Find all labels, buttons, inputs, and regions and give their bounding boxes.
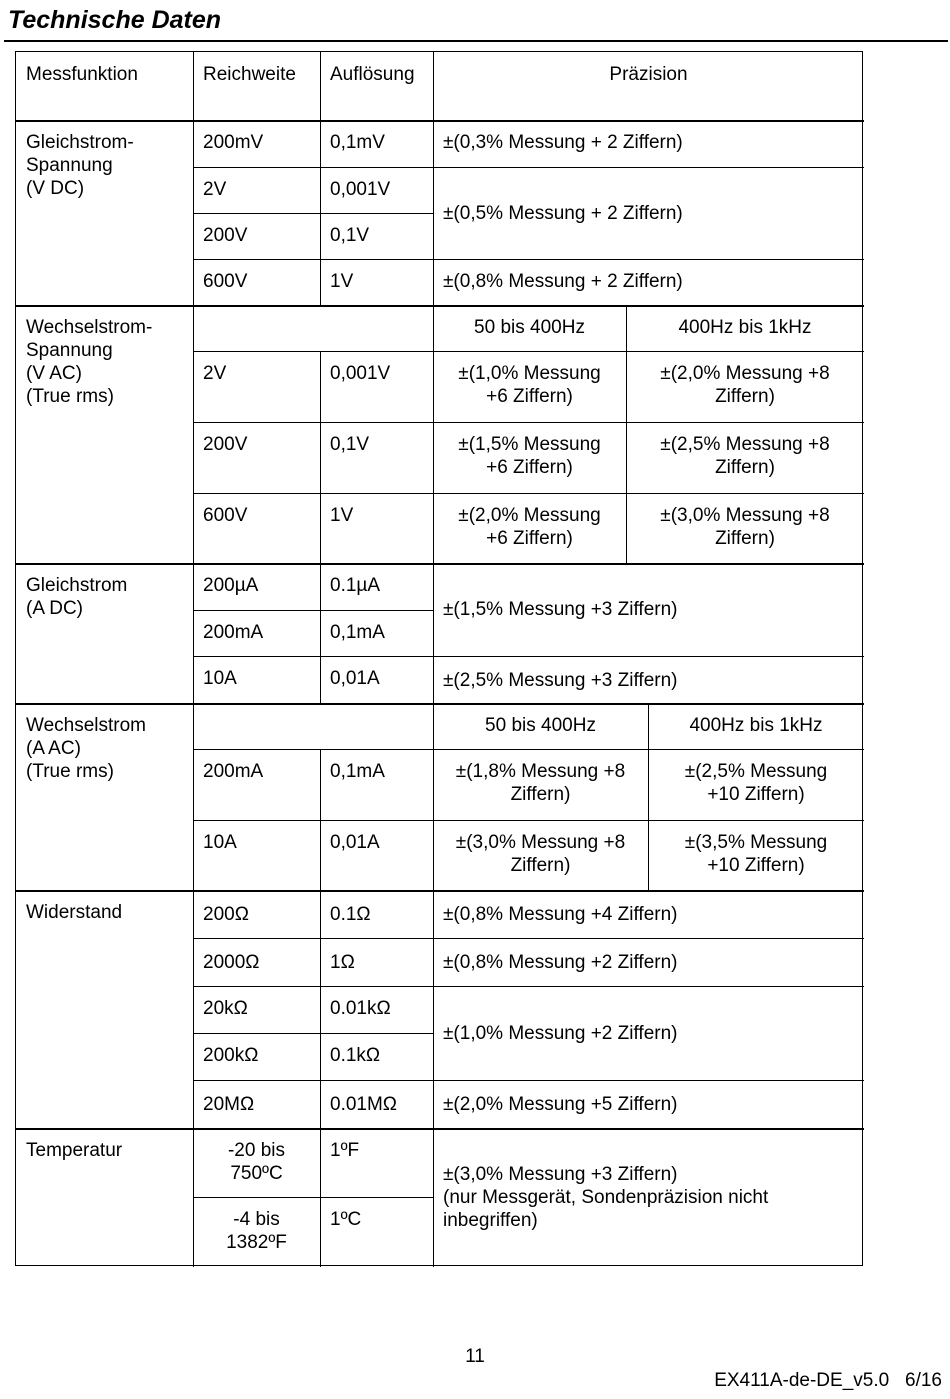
accuracy-cell: ±(2,5% Messung +3 Ziffern): [443, 670, 678, 691]
accuracy-cell: ±(2,0% Messung +8 Ziffern): [660, 363, 830, 407]
range-cell: 10A: [203, 668, 237, 689]
accuracy-cell: ±(3,0% Messung +8 Ziffern): [455, 832, 626, 876]
range-cell: 20kΩ: [203, 998, 248, 1019]
resolution-cell: 0.01MΩ: [330, 1094, 398, 1115]
accuracy-cell: ±(0,8% Messung + 2 Ziffern): [443, 271, 683, 292]
header-resolution: Auflösung: [330, 64, 415, 85]
accuracy-cell: ±(0,8% Messung +4 Ziffern): [443, 904, 678, 925]
specs-table: [15, 51, 863, 1266]
function-dc-current: Gleichstrom (A DC): [26, 575, 128, 619]
accuracy-cell: ±(1,5% Messung +6 Ziffern): [458, 434, 601, 478]
accuracy-cell: ±(0,3% Messung + 2 Ziffern): [443, 132, 683, 153]
range-cell: 200V: [203, 434, 248, 455]
resolution-cell: 1Ω: [330, 952, 355, 973]
function-ac-voltage: Wechselstrom- Spannung (V AC) (True rms): [26, 317, 153, 407]
range-cell: 200Ω: [203, 904, 249, 925]
accuracy-cell: ±(2,0% Messung +5 Ziffern): [443, 1094, 678, 1115]
accuracy-cell: ±(2,0% Messung +6 Ziffern): [458, 505, 601, 549]
accuracy-cell: ±(3,5% Messung +10 Ziffern): [684, 832, 828, 876]
function-dc-voltage: Gleichstrom- Spannung (V DC): [26, 132, 134, 199]
resolution-cell: 1V: [330, 505, 354, 526]
resolution-cell: 0.1Ω: [330, 904, 371, 925]
range-cell: 10A: [203, 832, 237, 853]
frequency-band-low: 50 bis 400Hz: [474, 317, 585, 338]
resolution-cell: 0,1V: [330, 225, 370, 246]
accuracy-cell: ±(2,5% Messung +8 Ziffern): [660, 434, 830, 478]
resolution-cell: 0,001V: [330, 179, 391, 200]
header-accuracy: Präzision: [609, 64, 688, 85]
resolution-cell: 0,1mA: [330, 622, 385, 643]
range-cell: 2V: [203, 363, 227, 384]
frequency-band-high: 400Hz bis 1kHz: [689, 715, 823, 736]
header-function: Messfunktion: [26, 64, 138, 85]
range-cell: 20MΩ: [203, 1094, 255, 1115]
range-cell: 2V: [203, 179, 227, 200]
resolution-cell: 0.01kΩ: [330, 998, 391, 1019]
range-cell: 200mV: [203, 132, 264, 153]
range-cell: 200kΩ: [203, 1045, 259, 1066]
range-cell: 200mA: [203, 622, 264, 643]
range-cell: 2000Ω: [203, 952, 260, 973]
accuracy-cell: ±(1,5% Messung +3 Ziffern): [443, 599, 678, 620]
accuracy-cell: ±(1,8% Messung +8 Ziffern): [455, 761, 626, 805]
resolution-cell: 1ºF: [330, 1140, 360, 1161]
title-rule: [4, 40, 948, 42]
range-cell: 600V: [203, 505, 248, 526]
accuracy-cell: ±(1,0% Messung +2 Ziffern): [443, 1022, 678, 1044]
function-resistance: Widerstand: [26, 902, 123, 923]
accuracy-cell: ±(3,0% Messung +3 Ziffern) (nur Messgerät, Sondenpräzision nicht inbegriffen): [443, 1164, 769, 1231]
resolution-cell: 0.1kΩ: [330, 1045, 381, 1066]
range-cell: -4 bis 1382ºF: [226, 1209, 287, 1253]
page-title: Technische Daten: [8, 6, 222, 34]
resolution-cell: 1V: [330, 271, 354, 292]
resolution-cell: 0,001V: [330, 363, 391, 384]
accuracy-cell: ±(1,0% Messung +6 Ziffern): [458, 363, 601, 407]
resolution-cell: 0.1µA: [330, 575, 381, 596]
range-cell: 200mA: [203, 761, 264, 782]
accuracy-cell: ±(3,0% Messung +8 Ziffern): [660, 505, 830, 549]
range-cell: -20 bis 750ºC: [227, 1140, 286, 1184]
function-temperature: Temperatur: [26, 1140, 123, 1161]
page-number: 11: [465, 1346, 485, 1367]
resolution-cell: 1ºC: [330, 1209, 362, 1230]
resolution-cell: 0,01A: [330, 832, 380, 853]
resolution-cell: 0,1mV: [330, 132, 385, 153]
range-cell: 200µA: [203, 575, 259, 596]
resolution-cell: 0,1mA: [330, 761, 385, 782]
resolution-cell: 0,1V: [330, 434, 370, 455]
header-range: Reichweite: [203, 64, 296, 85]
document-code: EX411A-de-DE_v5.0 6/16: [714, 1370, 942, 1391]
accuracy-cell: ±(0,8% Messung +2 Ziffern): [443, 952, 678, 973]
accuracy-cell: ±(0,5% Messung + 2 Ziffern): [443, 202, 683, 224]
range-cell: 200V: [203, 225, 248, 246]
range-cell: 600V: [203, 271, 248, 292]
frequency-band-low: 50 bis 400Hz: [485, 715, 596, 736]
accuracy-cell: ±(2,5% Messung +10 Ziffern): [684, 761, 828, 805]
function-ac-current: Wechselstrom (A AC) (True rms): [26, 715, 147, 782]
resolution-cell: 0,01A: [330, 668, 380, 689]
frequency-band-high: 400Hz bis 1kHz: [678, 317, 812, 338]
